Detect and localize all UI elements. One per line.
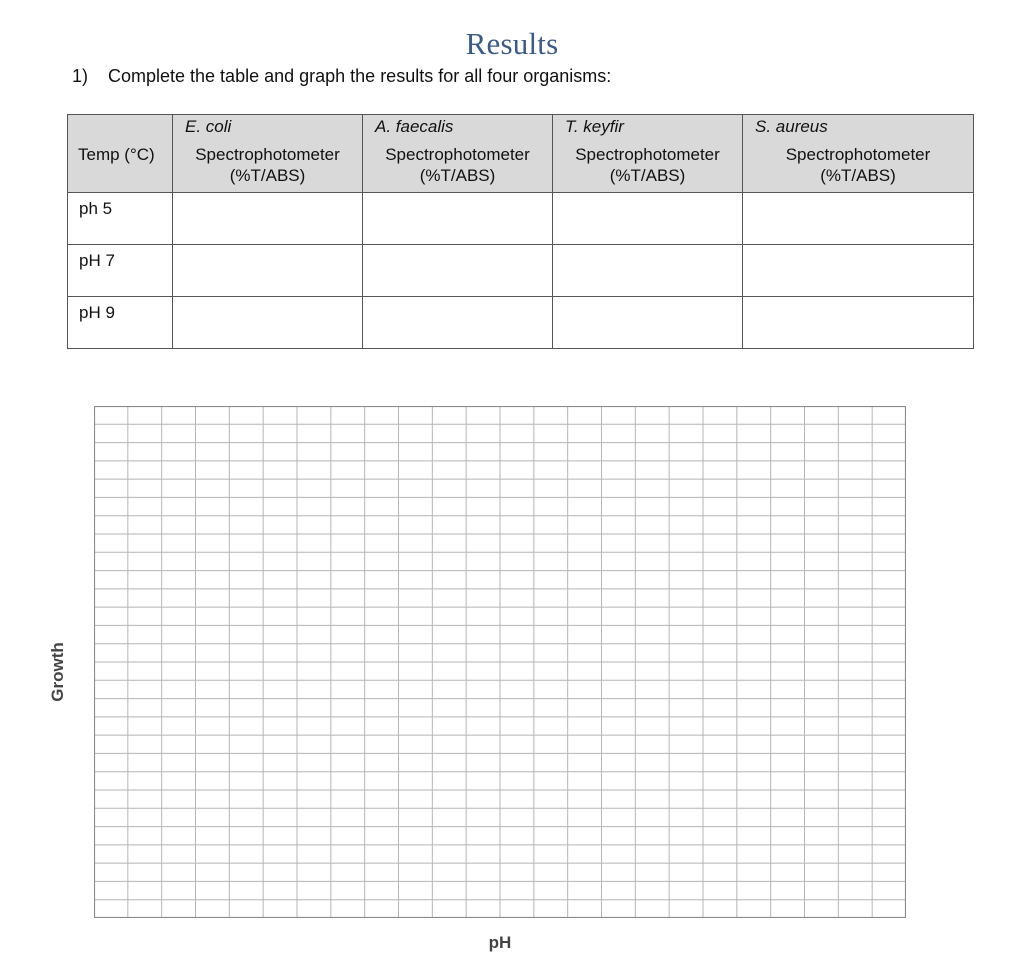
organism-header-tkeyfir bbox=[553, 115, 743, 193]
graph-grid bbox=[94, 406, 906, 918]
question-text: Complete the table and graph the results for all four organisms: bbox=[108, 66, 612, 86]
row-label: pH 7 bbox=[68, 245, 173, 297]
value-cell[interactable] bbox=[363, 245, 553, 297]
question-1 bbox=[72, 66, 611, 87]
value-cell[interactable] bbox=[743, 245, 974, 297]
row-label: ph 5 bbox=[68, 193, 173, 245]
x-axis-label: pH bbox=[488, 933, 512, 952]
value-cell[interactable] bbox=[743, 297, 974, 349]
organism-name: E. coli bbox=[185, 117, 232, 136]
measure-label: Spectrophotometer bbox=[385, 145, 530, 164]
results-table bbox=[67, 114, 974, 349]
question-number: 1) bbox=[72, 66, 89, 86]
measure-label: Spectrophotometer bbox=[195, 145, 340, 164]
value-cell[interactable] bbox=[553, 297, 743, 349]
value-cell[interactable] bbox=[173, 245, 363, 297]
temp-label: Temp (°C) bbox=[78, 145, 155, 164]
page-title: Results bbox=[465, 26, 559, 61]
table-row bbox=[68, 245, 974, 297]
value-cell[interactable] bbox=[553, 245, 743, 297]
measure-unit: (%T/ABS) bbox=[419, 166, 496, 185]
measure-label: Spectrophotometer bbox=[575, 145, 720, 164]
value-cell[interactable] bbox=[173, 193, 363, 245]
organism-header-afaecalis bbox=[363, 115, 553, 193]
value-cell[interactable] bbox=[743, 193, 974, 245]
organism-header-saureus bbox=[743, 115, 974, 193]
organism-name: T. keyfir bbox=[565, 117, 624, 136]
organism-header-ecoli bbox=[173, 115, 363, 193]
measure-unit: (%T/ABS) bbox=[229, 166, 306, 185]
measure-unit: (%T/ABS) bbox=[820, 166, 896, 185]
table-header-row bbox=[68, 115, 974, 193]
table-corner-cell bbox=[68, 115, 173, 193]
value-cell[interactable] bbox=[553, 193, 743, 245]
measure-unit: (%T/ABS) bbox=[609, 166, 686, 185]
row-label: pH 9 bbox=[68, 297, 173, 349]
organism-name: A. faecalis bbox=[375, 117, 454, 136]
measure-label: Spectrophotometer bbox=[785, 145, 931, 164]
value-cell[interactable] bbox=[363, 297, 553, 349]
value-cell[interactable] bbox=[173, 297, 363, 349]
y-axis-label: Growth bbox=[48, 642, 67, 702]
table-row bbox=[68, 193, 974, 245]
value-cell[interactable] bbox=[363, 193, 553, 245]
organism-name: S. aureus bbox=[755, 117, 828, 136]
table-row bbox=[68, 297, 974, 349]
